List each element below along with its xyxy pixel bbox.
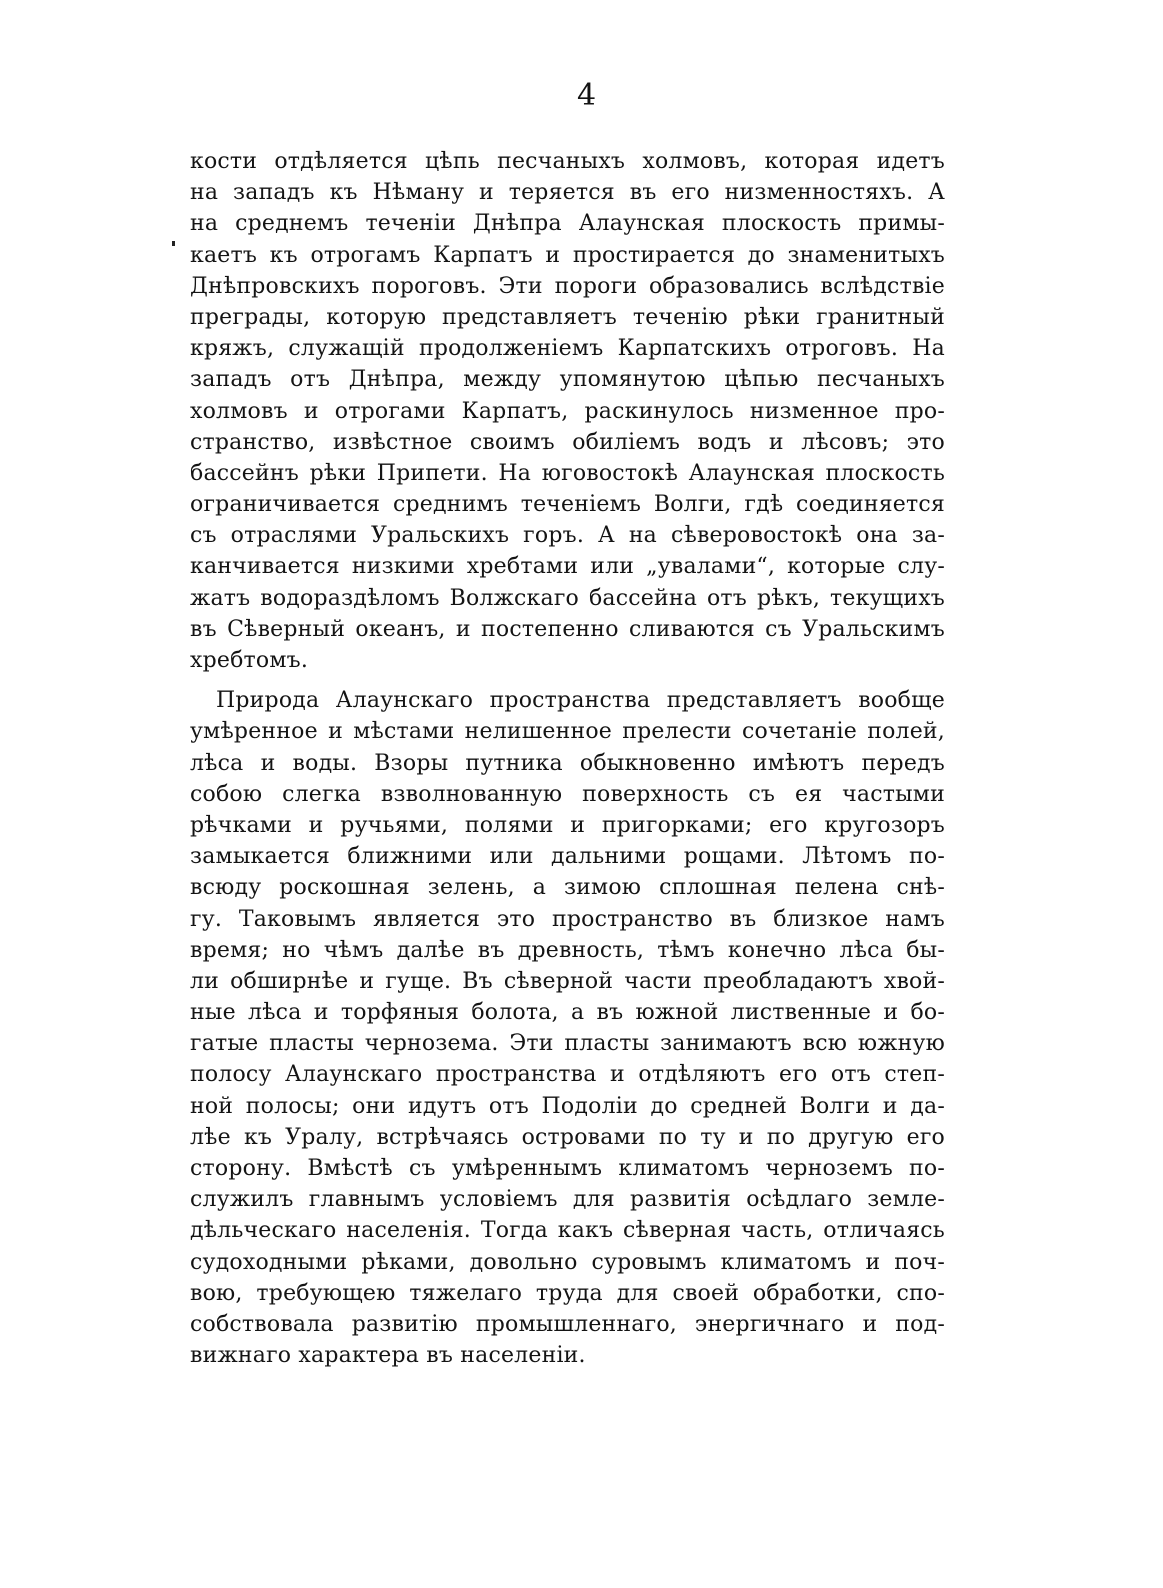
text-line: бассейнъ рѣки Припети. На юговостокѣ Алаунская плоскость bbox=[190, 460, 945, 486]
text-line: преграды, которую представляетъ теченію рѣки гранитный bbox=[190, 304, 945, 330]
paragraph-1 bbox=[190, 146, 945, 676]
text-line: рѣчками и ручьями, полями и пригорками; его кругозоръ bbox=[190, 812, 945, 838]
text-line: кряжъ, служащій продолженіемъ Карпатскихъ отроговъ. На bbox=[190, 336, 945, 362]
body-text bbox=[190, 146, 945, 1371]
text-line: странство, извѣстное своимъ обиліемъ водъ и лѣсовъ; это bbox=[190, 429, 945, 455]
text-line: собою слегка взволнованную поверхность съ ея частыми bbox=[190, 781, 945, 807]
text-line: каетъ къ отрогамъ Карпатъ и простирается до знаменитыхъ bbox=[190, 242, 945, 268]
text-line: гатые пласты чернозема. Эти пласты занимаютъ всю южную bbox=[190, 1031, 945, 1057]
text-line: лѣе къ Уралу, встрѣчаясь островами по ту и по другую его bbox=[190, 1124, 945, 1150]
text-line: ограничивается среднимъ теченіемъ Волги, гдѣ соединяется bbox=[190, 492, 945, 518]
text-line: замыкается ближними или дальними рощами. Лѣтомъ по- bbox=[190, 844, 945, 870]
text-line: на среднемъ теченіи Днѣпра Алаунская плоскость примы- bbox=[190, 211, 945, 237]
text-line: съ отраслями Уральскихъ горъ. А на сѣверовостокѣ она за- bbox=[190, 523, 945, 549]
text-line: жатъ водораздѣломъ Волжскаго бассейна отъ рѣкъ, текущихъ bbox=[190, 585, 945, 611]
text-line: на западъ къ Нѣману и теряется въ его низменностяхъ. А bbox=[190, 180, 945, 206]
text-line: сторону. Вмѣстѣ съ умѣреннымъ климатомъ черноземъ по- bbox=[190, 1156, 945, 1181]
paragraph-gap bbox=[190, 676, 945, 685]
text-line: канчивается низкими хребтами или „увалами“, которые слу- bbox=[190, 554, 945, 580]
margin-mark bbox=[172, 241, 175, 246]
text-line: служилъ главнымъ условіемъ для развитія осѣдлаго земле- bbox=[190, 1187, 945, 1213]
text-line: Днѣпровскихъ пороговъ. Эти пороги образовались вслѣдствіе bbox=[190, 273, 945, 299]
text-line: лѣса и воды. Взоры путника обыкновенно имѣютъ передъ bbox=[190, 750, 945, 776]
text-line: холмовъ и отрогами Карпатъ, раскинулось низменное про- bbox=[190, 398, 945, 424]
text-line: умѣренное и мѣстами нелишенное прелести сочетаніе полей, bbox=[190, 719, 945, 745]
text-line: вою, требующею тяжелаго труда для своей обработки, спо- bbox=[190, 1280, 945, 1306]
text-line: ные лѣса и торфяныя болота, а въ южной лиственные и бо- bbox=[190, 1000, 945, 1026]
text-line: дѣльческаго населенія. Тогда какъ сѣверная часть, отличаясь bbox=[190, 1218, 945, 1244]
text-line: время; но чѣмъ далѣе въ древность, тѣмъ конечно лѣса бы- bbox=[190, 937, 945, 963]
text-line: полосу Алаунскаго пространства и отдѣляютъ его отъ степ- bbox=[190, 1062, 945, 1088]
paragraph-2 bbox=[190, 685, 945, 1371]
text-line: кости отдѣляется цѣпь песчаныхъ холмовъ, которая идетъ bbox=[190, 149, 945, 174]
text-line: собствовала развитію промышленнаго, энергичнаго и под- bbox=[190, 1311, 945, 1337]
text-line: вижнаго характера въ населеніи. bbox=[190, 1343, 586, 1369]
text-line: западъ отъ Днѣпра, между упомянутою цѣпью песчаныхъ bbox=[190, 367, 945, 393]
text-line: всюду роскошная зелень, а зимою сплошная пелена снѣ- bbox=[190, 875, 945, 901]
text-line: судоходными рѣками, довольно суровымъ климатомъ и поч- bbox=[190, 1249, 945, 1275]
text-line: хребтомъ. bbox=[190, 648, 309, 673]
text-line: гу. Таковымъ является это пространство въ близкое намъ bbox=[190, 906, 945, 932]
text-line: ли обширнѣе и гуще. Въ сѣверной части преобладаютъ хвой- bbox=[190, 968, 945, 994]
page-number: 4 bbox=[576, 78, 597, 113]
text-line: въ Сѣверный океанъ, и постепенно сливаются съ Уральскимъ bbox=[190, 616, 945, 642]
text-line: Природа Алаунскаго пространства представляетъ вообще bbox=[216, 688, 945, 714]
text-line: ной полосы; они идутъ отъ Подоліи до средней Волги и да- bbox=[190, 1093, 945, 1119]
